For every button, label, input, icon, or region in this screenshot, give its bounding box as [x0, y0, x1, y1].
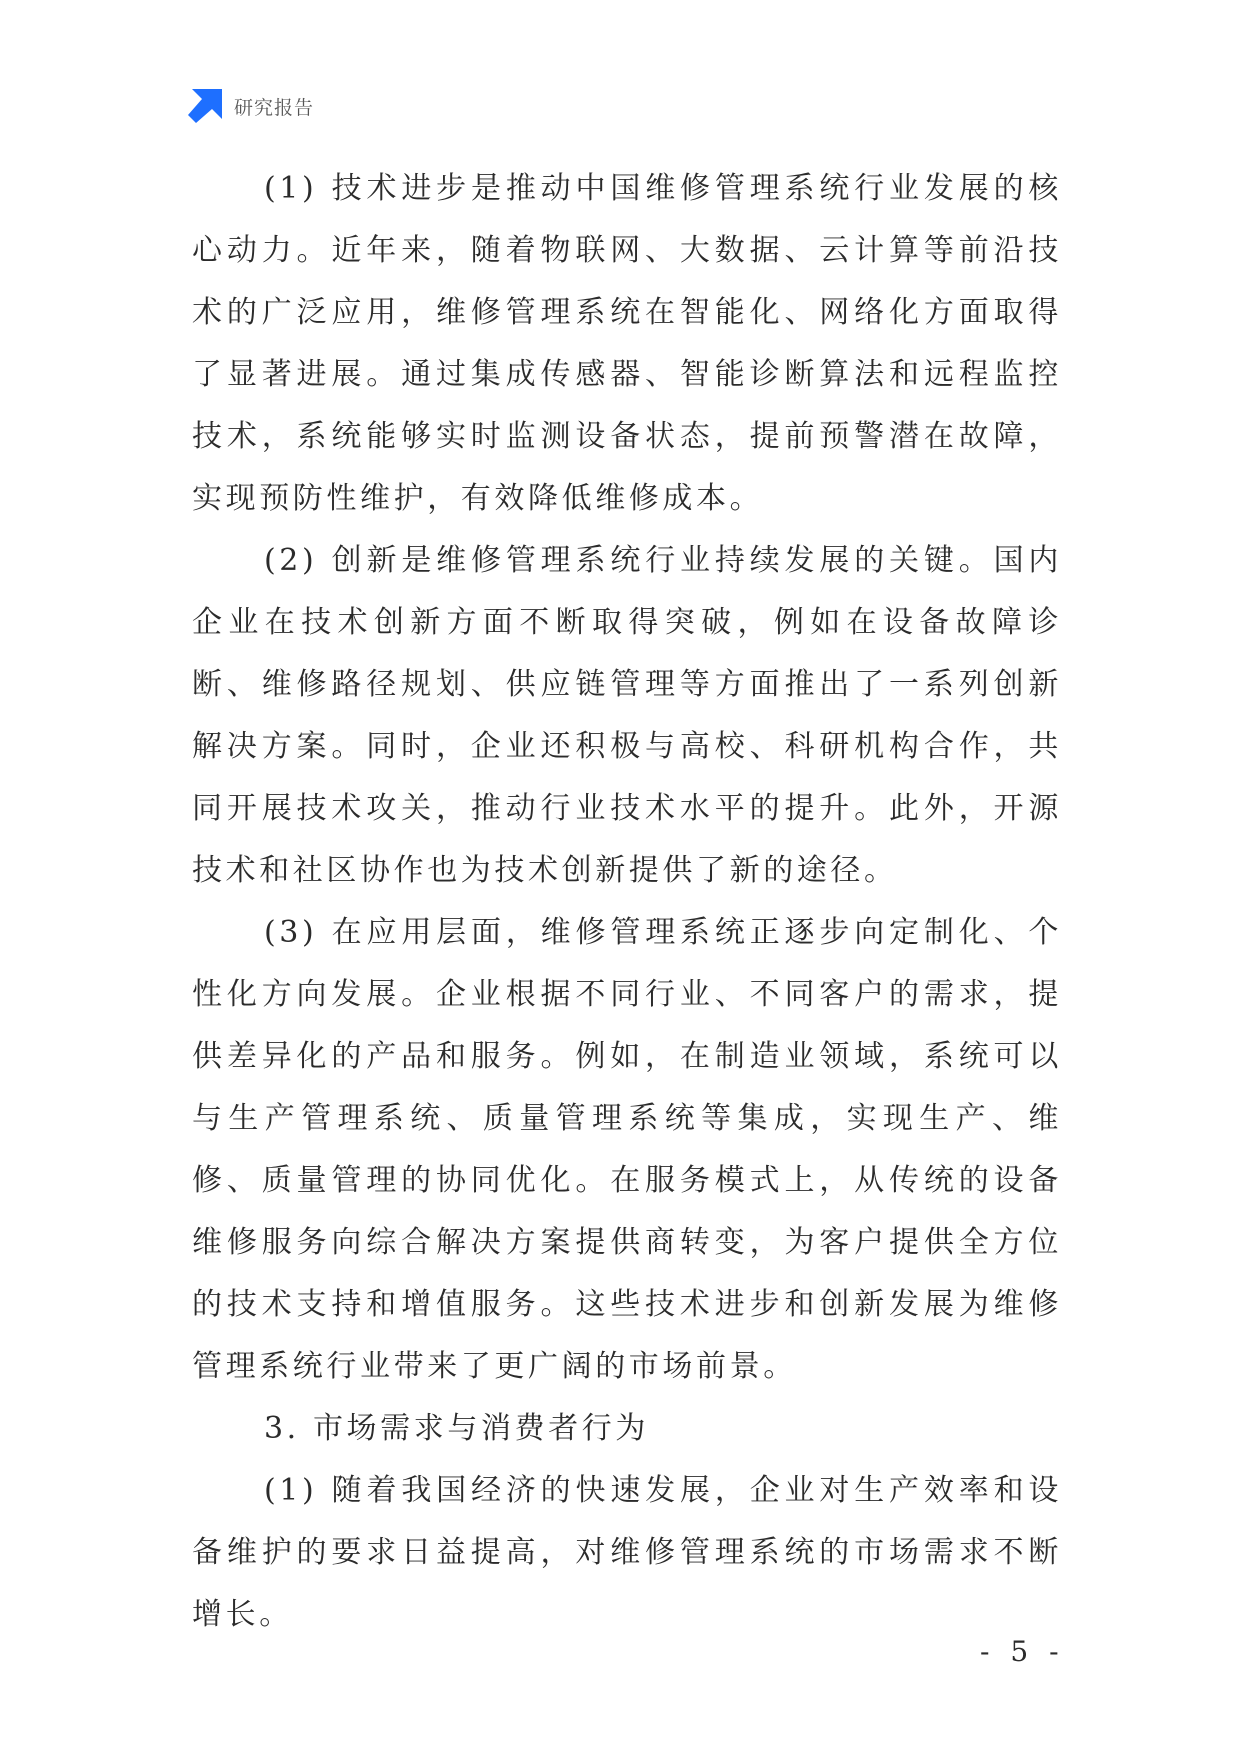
paragraph-application: (3) 在应用层面，维修管理系统正逐步向定制化、个性化方向发展。企业根据不同行业、不同客户的需求，提供差异化的产品和服务。例如，在制造业领域，系统可以与生产管理系统、质量管理系统等集成，实现生产、维修、质量管理的协同优化。在服务模式上，从传统的设备维修服务向综合解决方案提供商转变，为客户提供全方位的技术支持和增值服务。这些技术进步和创新发展为维修管理系统行业带来了更广阔的市场前景。 — [192, 915, 1062, 1384]
paragraph-market-demand: (1) 随着我国经济的快速发展，企业对生产效率和设备维护的要求日益提高，对维修管理系统的市场需求不断增长。 — [192, 1473, 1062, 1632]
paragraph-innovation: (2) 创新是维修管理系统行业持续发展的关键。国内企业在技术创新方面不断取得突破，例如在设备故障诊断、维修路径规划、供应链管理等方面推出了一系列创新解决方案。同时，企业还积极与高校、科研机构合作，共同开展技术攻关，推动行业技术水平的提升。此外，开源技术和社区协作也为技术创新提供了新的途径。 — [192, 543, 1062, 888]
paragraph-tech-progress: (1) 技术进步是推动中国维修管理系统行业发展的核心动力。近年来，随着物联网、大数据、云计算等前沿技术的广泛应用，维修管理系统在智能化、网络化方面取得了显著进展。通过集成传感器、智能诊断算法和远程监控技术，系统能够实时监测设备状态，提前预警潜在故障，实现预防性维护，有效降低维修成本。 — [192, 171, 1062, 516]
page-header — [188, 88, 314, 124]
page-number: - 5 - — [980, 1635, 1065, 1668]
report-label: 研究报告 — [234, 96, 315, 119]
section-heading-market-demand: 3. 市场需求与消费者行为 — [264, 1411, 649, 1446]
document-body — [192, 158, 1062, 1646]
brand-logo-icon — [188, 89, 222, 123]
